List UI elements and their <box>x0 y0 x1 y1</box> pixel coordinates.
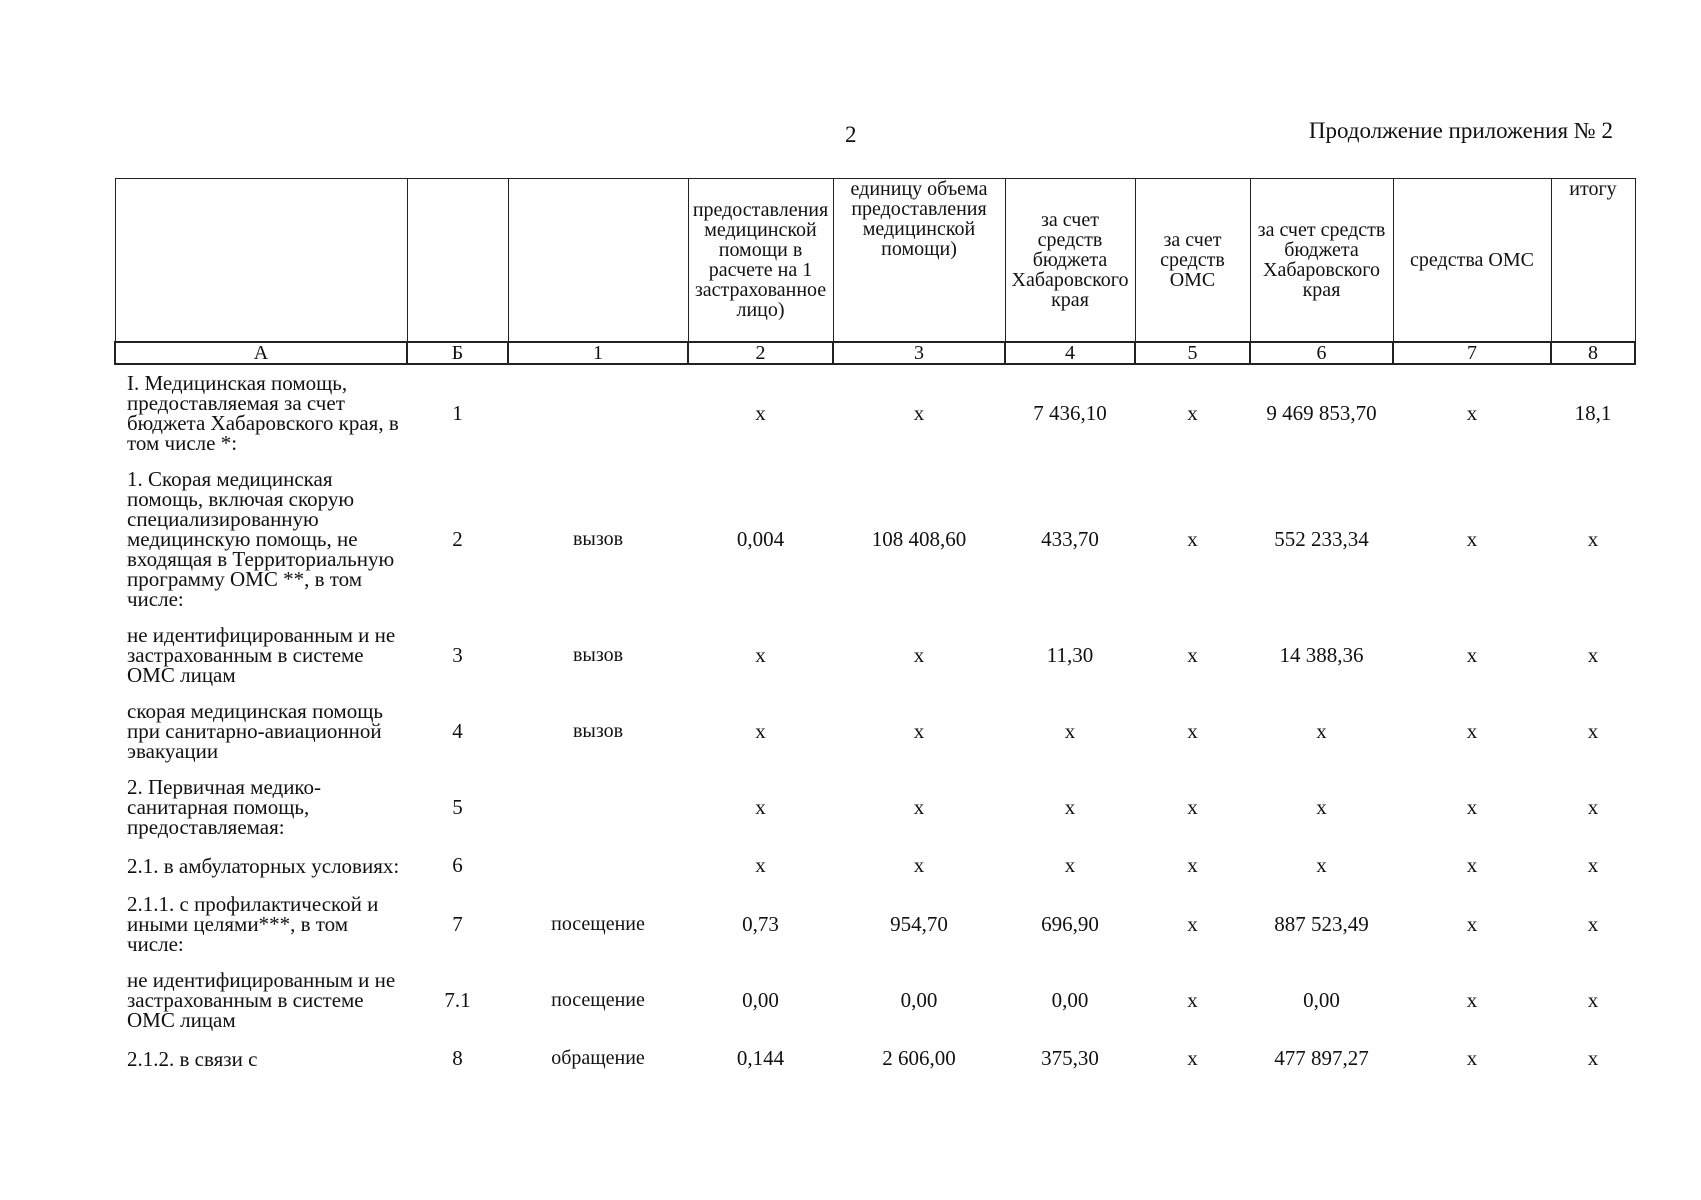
row-cell: 0,00 <box>900 987 938 1012</box>
row-cell: х <box>1316 794 1327 819</box>
row-cell: х <box>913 853 925 877</box>
row-cell: х <box>1466 400 1478 425</box>
row-cell: 14 388,36 <box>1279 642 1364 667</box>
row-name: 2. Первичная медико-санитарная помощь, предоставляемая: <box>127 775 322 839</box>
financing-table <box>114 178 1636 1079</box>
row-cell: х <box>1064 718 1076 743</box>
row-cell: 7 436,10 <box>1033 400 1107 425</box>
row-cell: 954,70 <box>890 911 948 936</box>
row-line-number: 4 <box>452 718 463 743</box>
column-number: 5 <box>1135 342 1250 364</box>
row-unit: вызов <box>572 719 624 742</box>
header-cell: за счет средств бюджета Хабаровского края <box>1005 179 1135 343</box>
row-cell: х <box>1466 853 1478 877</box>
row-cell: х <box>755 853 766 877</box>
row-cell: х <box>1466 526 1478 551</box>
table-row <box>115 886 1635 962</box>
header-cell: предоставления медицинской помощи в расчете на 1 застрахованное лицо) <box>688 179 833 343</box>
column-number: А <box>115 342 407 364</box>
row-cell: х <box>1187 911 1198 936</box>
row-cell: х <box>1187 794 1198 819</box>
row-cell: 9 469 853,70 <box>1266 400 1377 425</box>
row-cell: х <box>755 718 766 743</box>
header-cell: единицу объема предоставления медицинской помощи) <box>833 179 1005 343</box>
row-cell: 696,90 <box>1041 911 1099 936</box>
header-cell: за счет средств бюджета Хабаровского края <box>1250 179 1393 343</box>
row-line-number: 7 <box>452 911 463 936</box>
page-number: 2 <box>845 122 857 147</box>
row-cell: х <box>1316 718 1327 743</box>
row-cell: х <box>755 794 766 819</box>
row-cell: х <box>1187 400 1198 425</box>
row-cell: х <box>1466 911 1478 936</box>
row-name: скорая медицинская помощь при санитарно-авиационной эвакуации <box>127 699 383 763</box>
column-number: 2 <box>688 342 833 364</box>
row-line-number: 6 <box>452 853 463 877</box>
row-cell: х <box>1466 642 1478 667</box>
row-cell: х <box>1587 526 1599 551</box>
column-number: 1 <box>508 342 688 364</box>
row-cell: х <box>1187 526 1198 551</box>
row-cell: 0,00 <box>742 987 779 1012</box>
row-cell: 0,73 <box>742 911 779 936</box>
row-cell: х <box>1187 642 1198 667</box>
row-name: 2.1.1. с профилактической и иными целями***, в том числе: <box>127 892 379 956</box>
row-cell: х <box>1587 987 1599 1012</box>
row-cell: х <box>1316 853 1327 877</box>
row-cell: 0,144 <box>736 1046 785 1070</box>
table-row <box>115 845 1635 886</box>
appendix-continuation-note: Продолжение приложения № 2 <box>1308 118 1613 143</box>
row-cell: х <box>755 400 766 425</box>
row-cell: х <box>1587 853 1599 877</box>
row-cell: 552 233,34 <box>1274 526 1369 551</box>
row-cell: х <box>913 642 925 667</box>
row-cell: 375,30 <box>1041 1046 1099 1070</box>
row-cell: х <box>1587 718 1599 743</box>
row-cell: х <box>1466 987 1478 1012</box>
row-cell: 887 523,49 <box>1274 911 1369 936</box>
row-cell: х <box>1466 794 1478 819</box>
row-line-number: 8 <box>452 1046 463 1070</box>
table-row <box>115 461 1635 617</box>
header-cell: итогу <box>1551 179 1635 343</box>
header-cell <box>508 179 688 343</box>
row-cell: 433,70 <box>1041 526 1099 551</box>
row-cell: х <box>1587 642 1599 667</box>
column-number: 4 <box>1005 342 1135 364</box>
column-number: 6 <box>1250 342 1393 364</box>
row-name: I. Медицинская помощь, предоставляемая за счет бюджета Хабаровского края, в том числе *: <box>127 371 399 455</box>
row-cell: х <box>1187 987 1198 1012</box>
row-cell: х <box>1187 1046 1198 1070</box>
header-cell: средства ОМС <box>1393 179 1551 343</box>
row-name: не идентифицированным и не застрахованным в системе ОМС лицам <box>127 623 396 687</box>
row-cell: х <box>1587 794 1599 819</box>
column-number: 8 <box>1551 342 1635 364</box>
row-name: 1. Скорая медицинская помощь, включая скорую специализированную медицинскую помощь, не входящая в Территориальную программу ОМС **, в том числе: <box>127 467 395 611</box>
row-cell: х <box>1064 853 1076 877</box>
header-cell <box>115 179 407 343</box>
row-cell: х <box>1064 794 1076 819</box>
table-row <box>115 1038 1635 1079</box>
row-cell: 18,1 <box>1574 400 1612 425</box>
row-unit: посещение <box>551 912 645 935</box>
table-row <box>115 364 1635 461</box>
row-line-number: 1 <box>452 400 463 425</box>
row-name: 2.1.2. в связи с <box>127 1046 258 1071</box>
row-cell: х <box>1587 911 1599 936</box>
column-number: Б <box>407 342 508 364</box>
row-line-number: 5 <box>452 794 463 819</box>
row-cell: х <box>913 718 925 743</box>
row-unit: вызов <box>572 527 624 550</box>
row-unit: обращение <box>551 1047 645 1069</box>
row-cell: х <box>1187 718 1198 743</box>
row-line-number: 3 <box>452 642 463 667</box>
row-name: 2.1. в амбулаторных условиях: <box>127 853 400 878</box>
row-cell: 2 606,00 <box>882 1046 956 1070</box>
column-number: 3 <box>833 342 1005 364</box>
row-line-number: 2 <box>452 526 463 551</box>
row-unit <box>508 769 688 845</box>
row-cell: 0,00 <box>1051 987 1089 1012</box>
row-unit: посещение <box>551 988 645 1011</box>
row-unit: вызов <box>572 643 624 666</box>
table-row <box>115 693 1635 769</box>
row-cell: 108 408,60 <box>871 526 967 551</box>
column-number: 7 <box>1393 342 1551 364</box>
row-unit <box>508 364 688 461</box>
row-unit <box>508 845 688 886</box>
row-cell: х <box>1466 718 1478 743</box>
table-row <box>115 769 1635 845</box>
header-cell: за счет средств ОМС <box>1135 179 1250 343</box>
row-cell: х <box>913 794 925 819</box>
row-cell: 0,004 <box>736 526 785 551</box>
row-cell: х <box>1466 1046 1478 1070</box>
table-row <box>115 617 1635 693</box>
row-line-number: 7.1 <box>444 987 471 1012</box>
table-row <box>115 962 1635 1038</box>
row-cell: 477 897,27 <box>1274 1046 1369 1070</box>
row-cell: 0,00 <box>1303 987 1340 1012</box>
row-cell: х <box>1587 1046 1599 1070</box>
table-header-row <box>115 179 1635 343</box>
column-number-row <box>115 342 1635 364</box>
row-cell: 11,30 <box>1046 642 1094 667</box>
row-name: не идентифицированным и не застрахованным в системе ОМС лицам <box>127 968 396 1032</box>
row-cell: х <box>755 642 766 667</box>
row-cell: х <box>913 400 925 425</box>
row-cell: х <box>1187 853 1198 877</box>
header-cell <box>407 179 508 343</box>
